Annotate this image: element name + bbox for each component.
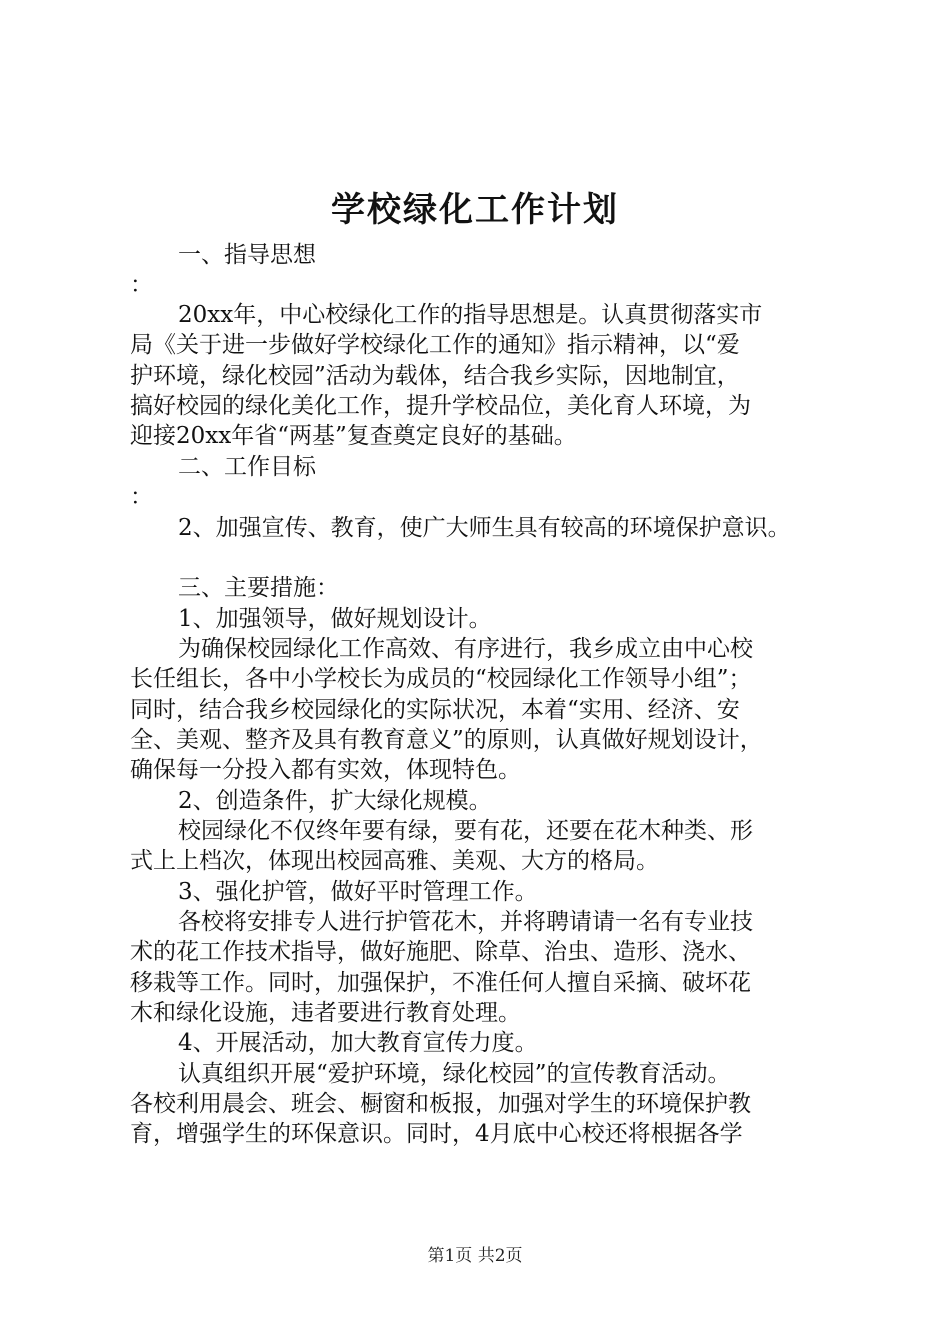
paragraph-line: 校园绿化不仅终年要有绿，要有花，还要在花木种类、形: [178, 818, 753, 844]
paragraph-line: 2、加强宣传、教育，使广大师生具有较高的环境保护意识。: [178, 515, 791, 541]
document-title: 学校绿化工作计划: [331, 190, 619, 230]
paragraph-line: 各校利用晨会、班会、橱窗和板报，加强对学生的环境保护教: [130, 1091, 751, 1117]
paragraph-line: 同时，结合我乡校园绿化的实际状况，本着“实用、经济、安: [130, 697, 740, 723]
paragraph-line: 认真组织开展“爱护环境，绿化校园”的宣传教育活动。: [178, 1061, 731, 1087]
section-heading-work-goals: 二、工作目标: [178, 454, 316, 480]
paragraph-line: 20xx年，中心校绿化工作的指导思想是。认真贯彻落实市: [178, 302, 763, 328]
colon-line: ：: [130, 272, 153, 298]
paragraph-line: 全、美观、整齐及具有教育意义”的原则，认真做好规划设计，: [130, 727, 763, 753]
paragraph-line: 局《关于进一步做好学校绿化工作的通知》指示精神，以“爱: [130, 332, 740, 358]
paragraph-line: 术的花工作技术指导，做好施肥、除草、治虫、造形、浇水、: [130, 939, 751, 965]
paragraph-line: 育，增强学生的环保意识。同时，4月底中心校还将根据各学: [130, 1121, 743, 1147]
subheading-line: 2、创造条件，扩大绿化规模。: [178, 788, 492, 814]
subheading-line: 1、加强领导，做好规划设计。: [178, 606, 492, 632]
paragraph-line: 移栽等工作。同时，加强保护，不准任何人擅自采摘、破坏花: [130, 970, 751, 996]
paragraph-line: 迎接20xx年省“两基”复查奠定良好的基础。: [130, 423, 577, 449]
section-heading-main-measures: 三、主要措施：: [178, 575, 339, 601]
paragraph-line: 护环境，绿化校园”活动为载体，结合我乡实际，因地制宜，: [130, 363, 740, 389]
subheading-line: 3、强化护管，做好平时管理工作。: [178, 879, 538, 905]
section-heading-guiding-ideology: 一、指导思想: [178, 242, 316, 268]
paragraph-line: 长任组长，各中小学校长为成员的“校园绿化工作领导小组”；: [130, 666, 752, 692]
paragraph-line: 搞好校园的绿化美化工作，提升学校品位，美化育人环境，为: [130, 393, 751, 419]
page-footer: 第1页 共2页: [427, 1246, 523, 1266]
paragraph-line: 式上上档次，体现出校园高雅、美观、大方的格局。: [130, 848, 659, 874]
paragraph-line: 木和绿化设施，违者要进行教育处理。: [130, 1000, 521, 1026]
paragraph-line: 各校将安排专人进行护管花木，并将聘请请一名有专业技: [178, 909, 753, 935]
paragraph-line: 确保每一分投入都有实效，体现特色。: [130, 757, 521, 783]
subheading-line: 4、开展活动，加大教育宣传力度。: [178, 1030, 538, 1056]
colon-line: ：: [130, 484, 153, 510]
paragraph-line: 为确保校园绿化工作高效、有序进行，我乡成立由中心校: [178, 636, 753, 662]
